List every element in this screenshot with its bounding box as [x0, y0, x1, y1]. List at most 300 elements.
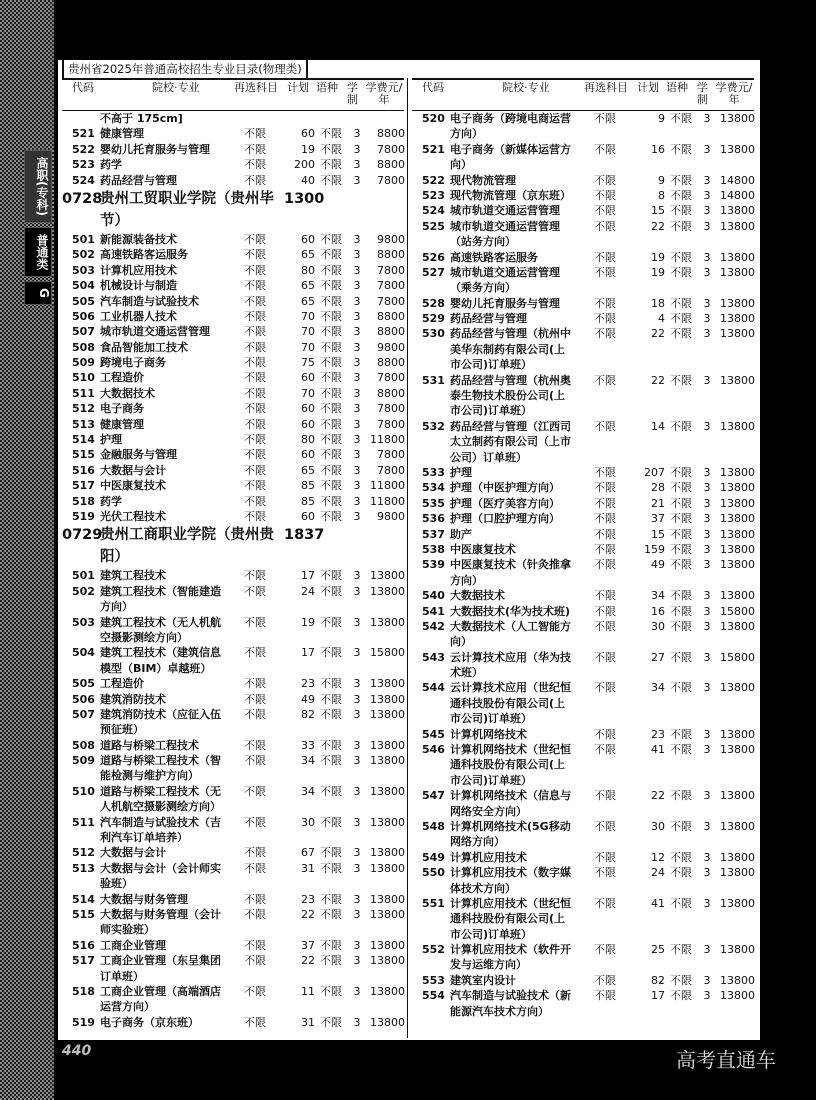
subjects: 不限: [244, 294, 266, 308]
language: 不限: [670, 481, 692, 495]
table-row: [412, 604, 754, 619]
table-row: [62, 232, 404, 247]
years: 3: [703, 481, 711, 495]
language: 不限: [670, 327, 692, 341]
major-code: 504: [72, 646, 95, 660]
major-name: 工程造价: [100, 371, 144, 385]
language: 不限: [320, 569, 342, 583]
page-title: 贵州省2025年普通高校招生专业目录(物理类): [62, 60, 308, 78]
tuition-fee: 13800: [720, 250, 755, 264]
tuition-fee: 7800: [377, 402, 405, 416]
table-row: [62, 568, 404, 583]
table-row: [412, 219, 754, 234]
major-name: 道路与桥梁工程技术: [100, 738, 199, 752]
language: 不限: [670, 419, 692, 433]
language: 不限: [670, 896, 692, 910]
major-code: 524: [422, 204, 445, 218]
major-code: 545: [422, 727, 445, 741]
subjects: 不限: [594, 819, 616, 833]
major-code: 523: [72, 158, 95, 172]
plan-count: 159: [644, 542, 665, 556]
major-name: 计算机应用技术: [450, 850, 527, 864]
major-name: 药品经营与管理（杭州中: [450, 327, 571, 341]
major-name: 电子商务: [100, 402, 144, 416]
major-name: 计算机应用技术（软件开: [450, 943, 571, 957]
major-name: 建筑工程技术: [100, 569, 166, 583]
continuation-line: [62, 661, 404, 676]
table-row: [412, 373, 754, 388]
table-row: [62, 340, 404, 355]
continuation-line: [412, 773, 754, 788]
continuation-line: [412, 434, 754, 449]
years: 3: [353, 892, 361, 906]
language: 不限: [320, 448, 342, 462]
major-code: 543: [422, 650, 445, 664]
continuation-text: 通科技股份有限公司(上: [450, 696, 566, 710]
major-name: 药品经营与管理: [100, 173, 177, 187]
language: 不限: [670, 727, 692, 741]
tuition-fee: 13800: [720, 819, 755, 833]
major-code: 540: [422, 589, 445, 603]
language: 不限: [670, 619, 692, 633]
continuation-line: [412, 757, 754, 772]
plan-count: 75: [301, 356, 315, 370]
table-row: [62, 247, 404, 262]
table-row: [62, 386, 404, 401]
major-code: 507: [72, 707, 95, 721]
continuation-text: 通科技股份有限公司(上: [450, 912, 566, 926]
language: 不限: [320, 463, 342, 477]
years: 3: [703, 373, 711, 387]
plan-count: 23: [301, 677, 315, 691]
table-row: [412, 142, 754, 157]
years: 3: [703, 789, 711, 803]
table-row: [62, 463, 404, 478]
major-name: 护理: [450, 465, 472, 479]
language: 不限: [670, 604, 692, 618]
major-code: 534: [422, 481, 445, 495]
table-row: [412, 527, 754, 542]
subjects: 不限: [244, 402, 266, 416]
subjects: 不限: [244, 677, 266, 691]
subjects: 不限: [244, 142, 266, 156]
years: 3: [703, 727, 711, 741]
table-row: [62, 417, 404, 432]
major-code: 502: [72, 248, 95, 262]
table-row: [62, 753, 404, 768]
language: 不限: [320, 248, 342, 262]
major-code: 549: [422, 850, 445, 864]
years: 3: [353, 158, 361, 172]
tuition-fee: 13800: [370, 938, 405, 952]
plan-count: 80: [301, 263, 315, 277]
language: 不限: [320, 738, 342, 752]
table-row: [62, 938, 404, 953]
continuation-line: [62, 969, 404, 984]
years: 3: [703, 465, 711, 479]
major-code: 511: [72, 386, 95, 400]
tuition-fee: 13800: [370, 1015, 405, 1029]
major-name: 护理（口腔护理方向）: [450, 512, 560, 526]
plan-count: 33: [301, 738, 315, 752]
note-line: [62, 546, 404, 568]
years: 3: [703, 296, 711, 310]
tuition-fee: 13800: [720, 419, 755, 433]
major-name: 电子商务（京东班）: [100, 1015, 199, 1029]
tuition-fee: 13800: [720, 512, 755, 526]
subjects: 不限: [244, 907, 266, 921]
subjects: 不限: [244, 158, 266, 172]
institution-row: [62, 188, 404, 210]
continuation-text: 师实验班）: [100, 923, 155, 937]
major-name: 道路与桥梁工程技术（无: [100, 784, 221, 798]
years: 3: [353, 386, 361, 400]
continuation-line: [412, 357, 754, 372]
major-code: 516: [72, 938, 95, 952]
major-code: 503: [72, 263, 95, 277]
major-name: 药学: [100, 158, 122, 172]
table-row: [412, 496, 754, 511]
tuition-fee: 13800: [720, 265, 755, 279]
major-name: 工程造价: [100, 677, 144, 691]
subjects: 不限: [594, 419, 616, 433]
plan-count: 18: [651, 296, 665, 310]
major-code: 539: [422, 558, 445, 572]
language: 不限: [320, 127, 342, 141]
tuition-fee: 13800: [370, 707, 405, 721]
major-name: 计算机应用技术（数字媒: [450, 866, 571, 880]
tuition-fee: 8800: [377, 386, 405, 400]
tuition-fee: 13800: [720, 727, 755, 741]
plan-count: 31: [301, 861, 315, 875]
continuation-text: 节）: [100, 212, 129, 229]
major-name: 汽车制造与试验技术: [100, 294, 199, 308]
subjects: 不限: [594, 250, 616, 264]
plan-count: 65: [301, 294, 315, 308]
continuation-text: （站务方向）: [450, 235, 516, 249]
tuition-fee: 13800: [720, 142, 755, 156]
tuition-fee: 8800: [377, 325, 405, 339]
continuation-text: 市公司)订单班）: [450, 927, 533, 941]
tuition-fee: 13800: [720, 589, 755, 603]
major-name: 计算机网络技术（信息与: [450, 789, 571, 803]
years: 3: [353, 248, 361, 262]
major-code: 552: [422, 943, 445, 957]
table-row: [412, 942, 754, 957]
major-name: 计算机网络技术（世纪恒: [450, 743, 571, 757]
plan-count: 65: [301, 248, 315, 262]
tuition-fee: 13800: [370, 954, 405, 968]
subjects: 不限: [594, 327, 616, 341]
major-name: 电子商务（新媒体运营方: [450, 142, 571, 156]
tuition-fee: 14800: [720, 173, 755, 187]
continuation-text: 方向）: [450, 127, 483, 141]
subjects: 不限: [594, 142, 616, 156]
subjects: 不限: [244, 371, 266, 385]
major-code: 537: [422, 527, 445, 541]
table-row: [412, 480, 754, 495]
years: 3: [353, 677, 361, 691]
subjects: 不限: [244, 984, 266, 998]
plan-count: 80: [301, 433, 315, 447]
major-name: 新能源装备技术: [100, 232, 177, 246]
catalog-page: [58, 60, 760, 1040]
table-row: [62, 953, 404, 968]
table-row: [62, 142, 404, 157]
plan-count: 9: [658, 112, 665, 125]
major-code: 548: [422, 819, 445, 833]
plan-count: 65: [301, 463, 315, 477]
tuition-fee: 13800: [720, 296, 755, 310]
major-code: 519: [72, 1015, 95, 1029]
table-row: [412, 326, 754, 341]
language: 不限: [320, 433, 342, 447]
tuition-fee: 7800: [377, 371, 405, 385]
tuition-fee: 13800: [720, 542, 755, 556]
years: 3: [353, 356, 361, 370]
tuition-fee: 11800: [370, 479, 405, 493]
continuation-text: 美华东制药有限公司(上: [450, 342, 566, 356]
major-name: 建筑工程技术（建筑信息: [100, 646, 221, 660]
years: 3: [353, 984, 361, 998]
language: 不限: [670, 465, 692, 479]
subjects: 不限: [594, 219, 616, 233]
table-row: [412, 727, 754, 742]
subjects: 不限: [594, 542, 616, 556]
plan-count: 30: [301, 815, 315, 829]
major-name: 大数据技术（人工智能方: [450, 619, 571, 633]
continuation-text: 验班）: [100, 877, 133, 891]
subjects: 不限: [244, 463, 266, 477]
side-tabs: [24, 150, 54, 309]
subjects: 不限: [244, 325, 266, 339]
language: 不限: [670, 250, 692, 264]
continuation-text: 发与运维方向）: [450, 958, 527, 972]
major-code: 518: [72, 494, 95, 508]
header-code: 代码: [422, 81, 444, 94]
tuition-fee: 11800: [370, 433, 405, 447]
major-name: 大数据技术: [450, 589, 505, 603]
continuation-line: [62, 722, 404, 737]
major-code: 535: [422, 496, 445, 510]
major-name: 药学: [100, 494, 122, 508]
tuition-fee: 13800: [370, 754, 405, 768]
major-name: 汽车制造与试验技术（吉: [100, 815, 221, 829]
header-fee: 学费元/年: [715, 81, 753, 106]
subjects: 不限: [244, 479, 266, 493]
language: 不限: [670, 204, 692, 218]
language: 不限: [320, 615, 342, 629]
major-code: 517: [72, 954, 95, 968]
tuition-fee: 13800: [720, 312, 755, 326]
major-name: 大数据技术(华为技术班): [450, 604, 571, 618]
header-school-major: 院校·专业: [152, 81, 200, 94]
tuition-fee: 13800: [720, 743, 755, 757]
language: 不限: [670, 373, 692, 387]
subjects: 不限: [244, 340, 266, 354]
language: 不限: [670, 819, 692, 833]
plan-count: 34: [301, 754, 315, 768]
tuition-fee: 8800: [377, 309, 405, 323]
tuition-fee: 13800: [720, 204, 755, 218]
plan-count: 82: [301, 707, 315, 721]
years: 3: [703, 943, 711, 957]
years: 3: [353, 463, 361, 477]
plan-count: 28: [651, 481, 665, 495]
continuation-line: [412, 388, 754, 403]
subjects: 不限: [244, 584, 266, 598]
right-column: [412, 78, 754, 1019]
years: 3: [703, 142, 711, 156]
table-row: [62, 447, 404, 462]
major-code: 529: [422, 312, 445, 326]
column-header: [412, 78, 754, 111]
subjects: 不限: [244, 448, 266, 462]
major-name: 高速铁路客运服务: [100, 248, 188, 262]
language: 不限: [320, 846, 342, 860]
major-code: 544: [422, 681, 445, 695]
table-row: [412, 203, 754, 218]
language: 不限: [320, 340, 342, 354]
plan-count: 22: [651, 327, 665, 341]
tuition-fee: 7800: [377, 417, 405, 431]
major-name: 助产: [450, 527, 472, 541]
continuation-text: 人机航空摄影测绘方向）: [100, 800, 221, 814]
major-code: 514: [72, 892, 95, 906]
language: 不限: [320, 784, 342, 798]
major-code: 527: [422, 265, 445, 279]
major-code: 501: [72, 232, 95, 246]
language: 不限: [320, 232, 342, 246]
years: 3: [353, 1015, 361, 1029]
subjects: 不限: [244, 127, 266, 141]
plan-count: 60: [301, 127, 315, 141]
continuation-text: 空摄影测绘方向）: [100, 630, 188, 644]
continuation-line: [412, 450, 754, 465]
subjects: 不限: [594, 296, 616, 310]
table-row: [62, 401, 404, 416]
plan-count: 14: [651, 419, 665, 433]
subjects: 不限: [594, 743, 616, 757]
table-row: [62, 173, 404, 188]
major-code: 519: [72, 509, 95, 523]
major-name: 婴幼儿托育服务与管理: [450, 296, 560, 310]
major-code: 524: [72, 173, 95, 187]
institution-name: 贵州工贸职业学院（贵州毕: [100, 190, 274, 207]
subjects: 不限: [244, 738, 266, 752]
subjects: 不限: [244, 248, 266, 262]
years: 3: [703, 188, 711, 202]
plan-count: 85: [301, 479, 315, 493]
table-row: [62, 784, 404, 799]
major-name: 中医康复技术: [450, 542, 516, 556]
language: 不限: [320, 984, 342, 998]
continuation-line: [62, 999, 404, 1014]
left-column: [62, 78, 404, 1030]
language: 不限: [320, 417, 342, 431]
language: 不限: [320, 954, 342, 968]
continuation-line: [62, 799, 404, 814]
years: 3: [353, 309, 361, 323]
subjects: 不限: [594, 604, 616, 618]
table-row: [412, 819, 754, 834]
tuition-fee: 13800: [370, 692, 405, 706]
tuition-fee: 13800: [370, 677, 405, 691]
continuation-text: 方向）: [450, 573, 483, 587]
table-row: [412, 588, 754, 603]
subjects: 不限: [244, 861, 266, 875]
continuation-text: 市公司)订单班）: [450, 358, 533, 372]
major-name: 光伏工程技术: [100, 509, 166, 523]
continuation-text: 市公司)订单班）: [450, 404, 533, 418]
subjects: 不限: [244, 954, 266, 968]
plan-count: 8: [658, 188, 665, 202]
major-code: 541: [422, 604, 445, 618]
plan-count: 23: [301, 892, 315, 906]
plan-count: 70: [301, 386, 315, 400]
plan-count: 24: [301, 584, 315, 598]
subjects: 不限: [244, 509, 266, 523]
tuition-fee: 13800: [720, 219, 755, 233]
years: 3: [353, 846, 361, 860]
plan-count: 60: [301, 417, 315, 431]
years: 3: [703, 650, 711, 664]
major-name: 婴幼儿托育服务与管理: [100, 142, 210, 156]
subjects: 不限: [594, 619, 616, 633]
years: 3: [353, 371, 361, 385]
plan-count: 16: [651, 604, 665, 618]
continuation-text: 泰生物技术股份公司(上: [450, 389, 566, 403]
subjects: 不限: [594, 650, 616, 664]
table-row: [62, 861, 404, 876]
plan-count: 17: [651, 989, 665, 1003]
plan-count: 30: [651, 819, 665, 833]
major-name: 工商企业管理: [100, 938, 166, 952]
major-code: 522: [72, 142, 95, 156]
plan-count: 4: [658, 312, 665, 326]
major-code: 506: [72, 309, 95, 323]
tuition-fee: 13800: [370, 892, 405, 906]
institution-code: 0729: [62, 527, 103, 544]
header-school-major: 院校·专业: [502, 81, 550, 94]
language: 不限: [670, 173, 692, 187]
table-row: [62, 692, 404, 707]
tuition-fee: 9800: [377, 340, 405, 354]
subjects: 不限: [244, 309, 266, 323]
years: 3: [353, 646, 361, 660]
years: 3: [703, 419, 711, 433]
years: 3: [703, 589, 711, 603]
years: 3: [703, 527, 711, 541]
major-code: 505: [72, 294, 95, 308]
major-name: 建筑消防技术: [100, 692, 166, 706]
table-row: [62, 676, 404, 691]
table-row: [62, 509, 404, 524]
subjects: 不限: [594, 943, 616, 957]
years: 3: [353, 479, 361, 493]
major-name: 建筑消防技术（应征入伍: [100, 707, 221, 721]
plan-count: 37: [651, 512, 665, 526]
table-row: [412, 680, 754, 695]
subjects: 不限: [594, 527, 616, 541]
years: 3: [703, 558, 711, 572]
years: 3: [703, 866, 711, 880]
table-row: [62, 432, 404, 447]
major-code: 515: [72, 448, 95, 462]
tuition-fee: 13800: [720, 112, 755, 125]
major-code: 507: [72, 325, 95, 339]
major-code: 516: [72, 463, 95, 477]
